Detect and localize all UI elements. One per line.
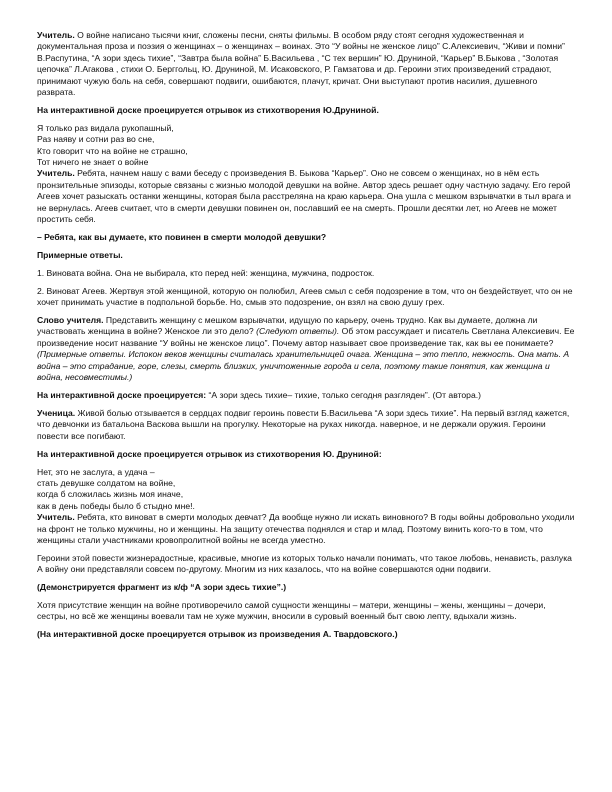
- paragraph-teacher-guilt: [37, 512, 577, 546]
- film-note: (Демонстрируется фрагмент из к/ф “А зори здесь тихие”.): [37, 582, 287, 593]
- paragraph-text: “А зори здесь тихие– тихие, только сегодня разгляден”. (От автора.): [206, 389, 481, 400]
- speaker-label: Учитель.: [37, 30, 75, 40]
- speaker-label: Слово учителя.: [37, 315, 104, 326]
- answers-heading: Примерные ответы.: [37, 249, 123, 260]
- speaker-label: Учитель.: [37, 512, 75, 523]
- poem-line: как в день победы было б стыдно мне!.: [37, 500, 195, 511]
- paragraph-text: Ребята, начнем нашу с вами беседу с произведения В. Быкова “Карьер”. Оно не совсем о женщинах, но в нём есть пронзительные эпизоды, которые связаны с жизнью молодой девушки на войне. Автор здесь решает одну частную задачу. Его герой Агеев хочет разыскать останки женщины, которая была расстреляна на краю карьера. Она ушла с мешком взрывчатки в тыл врага и не вернулась. Агеев считает, что в смерти девушки повинен он, пославший ее на смерть. Прошли десятки лет, но Агеев не может простить себя.: [37, 168, 571, 225]
- poem-line: Тот ничего не знает о войне: [37, 157, 149, 168]
- answer-1: 1. Виновата война. Она не выбирала, кто перед ней: женщина, мужчина, подросток.: [37, 267, 375, 278]
- board-note-4: (На интерактивной доске проецируется отрывок из произведения А. Твардовского.): [37, 629, 398, 640]
- board-note-label: На интерактивной доске проецируется:: [37, 389, 207, 400]
- paragraph-text: Живой болью отзывается в сердцах подвиг героинь повести Б.Васильева “А зори здесь тихие”. На первый взгляд кажется, что девчонки из батальона Васкова вышли на прогулку. Некоторые на руках никогда. наверное, и не держали оружия. Героини повести все погибают.: [37, 407, 570, 441]
- poem-line: Кто говорит что на войне не страшно,: [37, 145, 188, 156]
- poem-2: [37, 467, 577, 513]
- paragraph-heroines: Героини этой повести жизнерадостные, красивые, многие из которых только начали понимать, что такое любовь, ненависть, разлука А войну они представляли совсем по-другому. Многим из них казалось, что на войне совершаются одни подвиги.: [37, 552, 572, 575]
- poem-line: стать девушке солдатом на войне,: [37, 477, 176, 488]
- paragraph-text: Ребята, кто виноват в смерти молодых девчат? Да вообще нужно ли искать виновного? В годы войны добровольно уходили на фронт не только мужчины, но и женщины. На защиту отечества поднялся и стар и млад. Поэтому винить кого-то в том, что женщины стали участниками кровопролитной войны не всегда уместно.: [37, 512, 575, 545]
- italic-note: (Примерные ответы. Испокон веков женщины считалась хранительницей очага. Женщина – это тепло, нежность. Она мать. А война – это страдание, горе, слезы, смерть близких, уничтоженные города и села, поэтому такие понятия, как женщина и война, несовместимы.): [37, 349, 570, 383]
- paragraph-teacher-kariyer: [37, 168, 577, 225]
- paragraph-text: Об этом рассуждает и писатель Светлана Алексиевич. Ее произведение носит название “У войны не женское лицо”. Почему автор называет свое произведение так, как вы ее понимаете?: [37, 326, 575, 348]
- paragraph-student: [37, 408, 577, 442]
- poem-1: [37, 123, 577, 169]
- board-note-2: [37, 390, 577, 401]
- paragraph-text: О войне написано тысячи книг, сложены песни, сняты фильмы. В особом ряду стоят сегодня художественная и документальная проза и поэзия о женщинах – о женщинах – воинах. Это “У войны не женское лицо” С.Алексиевич, “Живи и помни” В.Распутина, “А зори здесь тихие”, “Завтра была война” Б.Васильева , “С тех вершин” Ю. Друниной, “Карьер” В.Быкова , “Золотая цепочка” Л.Агакова , стихи О. Берггольц, Ю. Друниной, М. Исаковского, Р. Гамзатова и др. Героини этих произведений страдают, принимают чужую боль на себя, совершают подвиги, ошибаются, плачут, кричат. Они выступают против насилия, душевного разврата.: [37, 30, 565, 98]
- document-page: [37, 30, 577, 647]
- poem-line: Нет, это не заслуга, а удача –: [37, 466, 155, 477]
- answer-2: 2. Виноват Агеев. Жертвуя этой женщиной, которую он полюбил, Агеев смыл с себя подозрение в том, что он бездействует, что он не хочет принимать участие в подпольной борьбе. Но, смыв это подозрение, он взял на свою душу грех.: [37, 285, 573, 308]
- italic-note: (Следуют ответы).: [256, 326, 340, 337]
- paragraph-teacher-word: [37, 315, 577, 383]
- poem-line: Я только раз видала рукопашный,: [37, 122, 174, 133]
- paragraph-teacher-intro: [37, 30, 577, 98]
- poem-line: Раз наяву и сотни раз во сне,: [37, 134, 155, 145]
- speaker-label: Ученица.: [37, 407, 76, 418]
- speaker-label: Учитель.: [37, 168, 75, 179]
- board-note-1: На интерактивной доске проецируется отрывок из стихотворения Ю.Друниной.: [37, 104, 379, 115]
- paragraph-text: Представить женщину с мешком взрывчатки, идущую по карьеру, очень трудно. Как вы думаете, должна ли участвовать женщина в войне? Женское ли это дело?: [37, 315, 538, 337]
- board-note-3: На интерактивной доске проецируется отрывок из стихотворения Ю. Друниной:: [37, 448, 382, 459]
- poem-line: когда б сложилась жизнь моя иначе,: [37, 489, 184, 500]
- paragraph-women-war: Хотя присутствие женщин на войне противоречило самой сущности женщины – матери, женщины – жены, женщины – дочери, сестры, но всё же женщины воевали там не хуже мужчин, вносили в суровый военный быт свою лепту, вдыхали жизнь.: [37, 600, 546, 622]
- question-1: – Ребята, как вы думаете, кто повинен в смерти молодой девушки?: [37, 232, 327, 242]
